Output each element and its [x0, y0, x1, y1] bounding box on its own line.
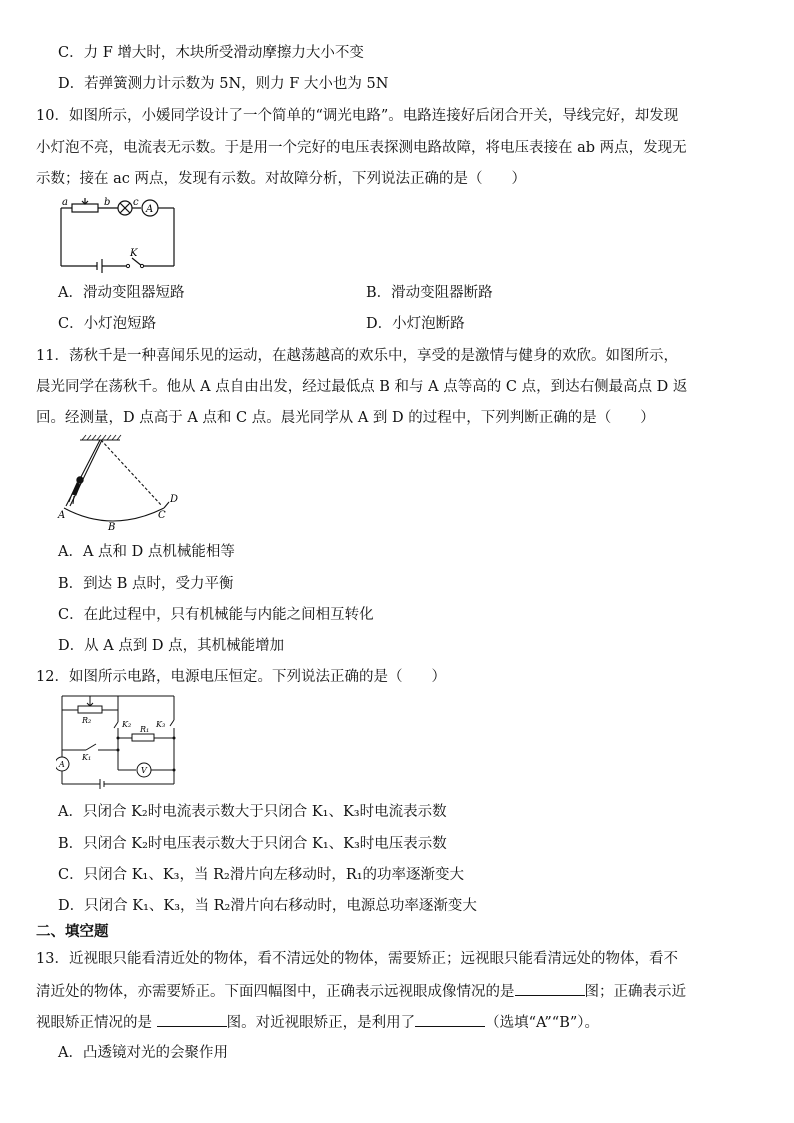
q12-stem: 12．如图所示电路，电源电压恒定。下列说法正确的是（ ）	[36, 669, 446, 685]
section-heading-fill-in: 二、填空题	[36, 923, 109, 940]
q11-stem-line-3: 回。经测量，D 点高于 A 点和 C 点。晨光同学从 A 到 D 的过程中，下列判断正确的是（ ）	[36, 410, 655, 426]
q12-option-d: D．只闭合 K₁、K₃，当 R₂滑片向右移动时，电源总功率逐渐变大	[58, 898, 477, 914]
q13-option-a: A．凸透镜对光的会聚作用	[58, 1045, 228, 1061]
q11-option-d: D．从 A 点到 D 点，其机械能增加	[58, 638, 285, 654]
q12-label-K3: K₃	[156, 720, 166, 729]
q11-option-a: A．A 点和 D 点机械能相等	[58, 544, 235, 560]
q13-line-2-text-a: 清近处的物体，亦需要矫正。下面四幅图中，正确表示远视眼成像情况的是	[36, 984, 515, 1000]
q13-line-3-text-a: 视眼矫正情况的是	[36, 1015, 157, 1031]
q13-line-3-text-c: （选填“A”“B”）。	[485, 1015, 600, 1031]
q12-option-b: B．只闭合 K₂时电压表示数大于只闭合 K₁、K₃时电压表示数	[58, 836, 447, 852]
q12-label-R1: R₁	[140, 725, 150, 734]
q13-line-3-text-b: 图。对近视眼矫正，是利用了	[226, 1015, 416, 1031]
q10-label-c: c	[133, 197, 139, 208]
q9-option-c: C．力 F 增大时，木块所受滑动摩擦力大小不变	[58, 45, 364, 61]
q10-label-a: a	[62, 197, 68, 208]
q13-blank-1[interactable]	[515, 980, 585, 996]
q12-label-K1: K₁	[82, 753, 92, 762]
q11-label-A: A	[58, 510, 66, 521]
q10-switch-label: K	[130, 248, 138, 259]
q11-stem-line-2: 晨光同学在荡秋千。他从 A 点自由出发，经过最低点 B 和与 A 点等高的 C 点，到达右侧最高点 D 返	[36, 379, 688, 395]
q10-option-d: D．小灯泡断路	[366, 316, 465, 332]
q12-option-c: C．只闭合 K₁、K₃，当 R₂滑片向左移动时，R₁的功率逐渐变大	[58, 867, 465, 883]
q10-option-a: A．滑动变阻器短路	[58, 285, 185, 301]
q11-option-c: C．在此过程中，只有机械能与内能之间相互转化	[58, 607, 374, 623]
q13-blank-2[interactable]	[157, 1011, 227, 1027]
q9-option-d: D．若弹簧测力计示数为 5N，则力 F 大小也为 5N	[58, 76, 389, 92]
q12-label-K2: K₂	[122, 720, 132, 729]
q10-option-c: C．小灯泡短路	[58, 316, 157, 332]
q10-stem-line-3: 示数；接在 ac 两点，发现有示数。对故障分析，下列说法正确的是（ ）	[36, 171, 526, 187]
q10-circuit-diagram	[56, 194, 182, 274]
q13-line-1: 13．近视眼只能看清近处的物体，看不清远处的物体，需要矫正；远视眼只能看清远处的物体，看不	[36, 951, 678, 967]
q13-line-2	[36, 980, 686, 1002]
q12-circuit-diagram	[56, 692, 196, 792]
q10-label-b: b	[104, 197, 111, 208]
q11-swing-diagram	[56, 434, 186, 534]
q11-label-B: B	[108, 522, 116, 533]
q13-blank-3[interactable]	[415, 1011, 485, 1027]
q12-voltmeter-label: V	[141, 766, 147, 775]
q12-option-a: A．只闭合 K₂时电流表示数大于只闭合 K₁、K₃时电流表示数	[58, 804, 447, 820]
q12-label-R2: R₂	[82, 716, 92, 725]
q11-option-b: B．到达 B 点时，受力平衡	[58, 576, 234, 592]
q13-line-3	[36, 1011, 599, 1033]
q11-label-C: C	[158, 510, 166, 521]
q10-stem-line-1: 10．如图所示，小媛同学设计了一个简单的“调光电路”。电路连接好后闭合开关，导线完好，却发现	[36, 108, 679, 124]
q11-stem-line-1: 11．荡秋千是一种喜闻乐见的运动，在越荡越高的欢乐中，享受的是激情与健身的欢欣。如图所示，	[36, 348, 678, 364]
q10-ammeter-label: A	[146, 204, 154, 215]
q11-label-D: D	[170, 494, 179, 505]
q12-ammeter-label: A	[59, 760, 65, 769]
q10-option-b: B．滑动变阻器断路	[366, 285, 493, 301]
q13-line-2-text-b: 图；正确表示近	[584, 984, 686, 1000]
q10-stem-line-2: 小灯泡不亮，电流表无示数。于是用一个完好的电压表探测电路故障，将电压表接在 ab 两点，发现无	[36, 140, 687, 156]
